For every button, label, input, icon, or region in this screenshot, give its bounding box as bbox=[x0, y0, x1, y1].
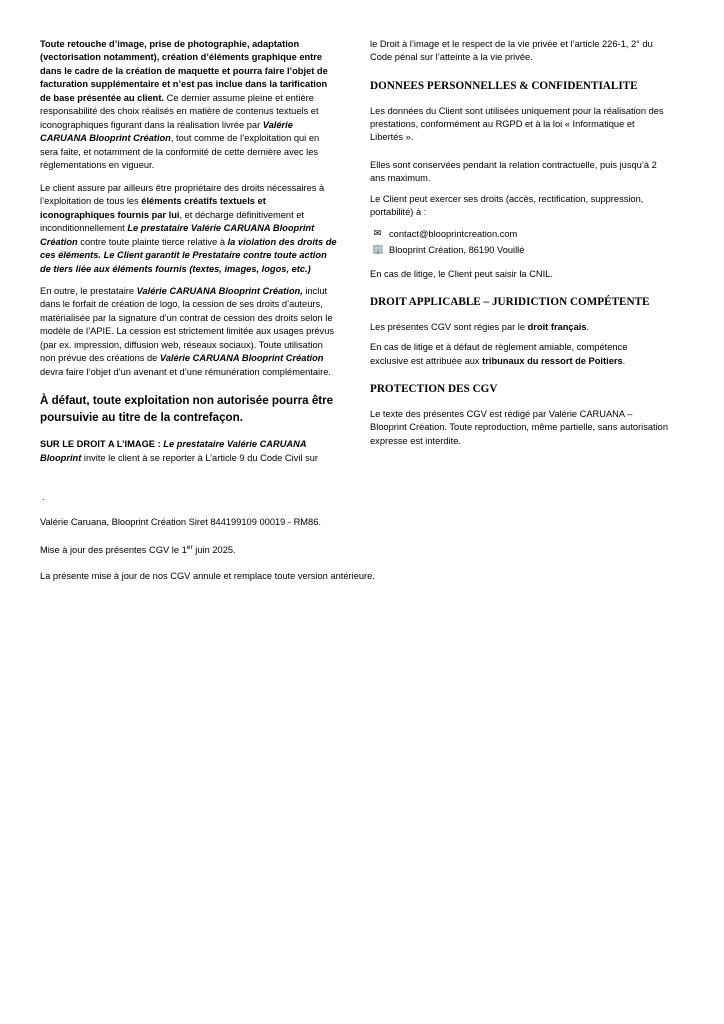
droit-francais-c: . bbox=[586, 321, 590, 332]
cession-name-2: Valérie CARUANA Blooprint Création bbox=[159, 353, 324, 364]
client-droits-bold: éléments créatifs textuels et iconographiques fournis par lui bbox=[40, 196, 266, 220]
contact-address-value: Blooprint Création, 86190 Vouillé bbox=[389, 245, 525, 256]
paragraph-donnees-2: Elles sont conservées pendant la relation contractuelle, puis jusqu’à 2 ans maximum. bbox=[370, 159, 657, 184]
paragraph-donnees-3: Le Client peut exercer ses droits (accès, rectification, suppression, portabilité) à : bbox=[370, 193, 644, 218]
contact-email-value[interactable]: contact@blooprintcreation.com bbox=[389, 228, 518, 239]
document-footer bbox=[40, 492, 684, 584]
juridiction-c: . bbox=[622, 355, 626, 366]
client-droits-prestataire: Le prestataire Valérie CARUANA Blooprint Création bbox=[40, 223, 315, 247]
heading-protection-cgv: PROTECTION DES CGV bbox=[370, 383, 498, 396]
contact-block bbox=[372, 227, 668, 258]
retouche-rest-a: Ce dernier assume pleine et entière responsabilité des choix réalisés en matière de contenus textuels et iconographiques figurant dans la réalisation livrée par bbox=[40, 92, 319, 130]
paragraph-retouche bbox=[40, 38, 338, 173]
client-droits-garantie: la violation des droits de ces éléments. Le Client garantit le Prestataire contre toute action de tiers liée aux éléments fournis (textes, images, logos, etc.) bbox=[40, 236, 337, 274]
client-droits-a: Le client assure par ailleurs être propriétaire des droits nécessaires à l’exploitation de tous les bbox=[40, 182, 325, 207]
retouche-rest-c: , tout comme de l’exploitation qui en sera faite, et notamment de la conformité de cette dernière avec les réglementations en vigueur. bbox=[40, 133, 320, 171]
paragraph-cession-droits bbox=[40, 285, 338, 379]
retouche-bold-lead: Toute retouche d’image, prise de photographie, adaptation (vectorisation notamment), création d’éléments graphique entre dans le cadre de la création de maquette et pourra faire l’objet de facturation supplémentaire et n’est pas inclue dans la tarification de base présentée au client. bbox=[40, 39, 328, 103]
cession-c: inclut dans le forfait de création de logo, la cession de ses droits d’auteurs, matérialisée par la signature d’un contrat de cession des droits selon le modèle de l’APIE. La cession est strictement limitée aux usages prévus (par ex. impression, diffusion web, réseaux sociaux). Toute utilisation non prévue des créations de bbox=[40, 285, 335, 364]
paragraph-donnees-1: Les données du Client sont utilisées uniquement pour la réalisation des prestations, conformément au RGPD et à la loi « Informatique et Libertés ». bbox=[370, 105, 664, 143]
paragraph-continuation: le Droit à l’image et le respect de la vie privée et l’article 226-1, 2° du Code pénal sur l’atteinte à la vie privée. bbox=[370, 39, 653, 63]
footer-line-maj bbox=[40, 543, 684, 558]
building-icon: 🏢 bbox=[372, 244, 384, 256]
droit-francais-a: Les présentes CGV sont régies par le bbox=[370, 321, 528, 332]
footer-maj-b: juin 2025. bbox=[192, 544, 236, 555]
footer-line-annule: La présente mise à jour de nos CGV annule et remplace toute version antérieure. bbox=[40, 571, 375, 582]
retouche-italic-name: Valérie CARUANA Blooprint Création bbox=[40, 119, 293, 144]
footer-maj-sup: er bbox=[186, 543, 193, 551]
paragraph-droit-francais bbox=[370, 321, 668, 334]
left-column bbox=[40, 38, 342, 474]
right-column bbox=[366, 38, 668, 457]
cession-e: devra faire l’objet d’un avenant et d’une rémunération complémentaire. bbox=[40, 366, 331, 377]
client-droits-c: , et décharge définitivement et inconditionnellement bbox=[40, 209, 305, 234]
paragraph-droit-image bbox=[40, 438, 338, 465]
footer-dot: . bbox=[42, 492, 45, 503]
contact-email-line bbox=[372, 227, 668, 241]
footer-line-siret: Valérie Caruana, Blooprint Création Siret 844199109 00019 - RM86. bbox=[40, 517, 321, 528]
paragraph-juridiction bbox=[370, 341, 668, 368]
envelope-icon: ✉ bbox=[373, 227, 382, 239]
droit-francais-bold: droit français bbox=[527, 321, 587, 332]
juridiction-a: En cas de litige et à défaut de règlement amiable, compétence exclusive est attribuée aux bbox=[370, 342, 628, 366]
droit-image-rest: invite le client à se reporter à L’article 9 du Code Civil sur bbox=[81, 452, 318, 463]
juridiction-bold: tribunaux du ressort de Poitiers bbox=[482, 355, 623, 366]
two-column-body bbox=[40, 38, 684, 474]
cession-a: En outre, le prestataire bbox=[40, 285, 137, 296]
paragraph-protection: Le texte des présentes CGV est rédigé par Valérie CARUANA – Blooprint Création. Toute reproduction, même partielle, sans autorisation expresse est interdite. bbox=[370, 408, 669, 446]
droit-image-label: SUR LE DROIT A L’IMAGE : bbox=[40, 439, 164, 450]
paragraph-cnil: En cas de litige, le Client peut saisir la CNIL. bbox=[370, 268, 553, 279]
heading-donnees-personnelles: DONNEES PERSONNELLES & CONFIDENTIALITE bbox=[370, 79, 638, 92]
contact-address-line bbox=[372, 243, 668, 257]
client-droits-e: contre toute plainte tierce relative à bbox=[77, 236, 228, 247]
statement-contrefacon: À défaut, toute exploitation non autorisée pourra être poursuivie au titre de la contrefaçon. bbox=[40, 394, 334, 424]
footer-maj-a: Mise à jour des présentes CGV le 1 bbox=[40, 544, 187, 555]
heading-droit-applicable: DROIT APPLICABLE – JURIDICTION COMPÉTENTE bbox=[370, 296, 650, 309]
droit-image-name: Le prestataire Valérie CARUANA Blooprint bbox=[40, 439, 307, 463]
paragraph-client-droits bbox=[40, 182, 338, 276]
cession-name-1: Valérie CARUANA Blooprint Création, bbox=[136, 285, 303, 296]
